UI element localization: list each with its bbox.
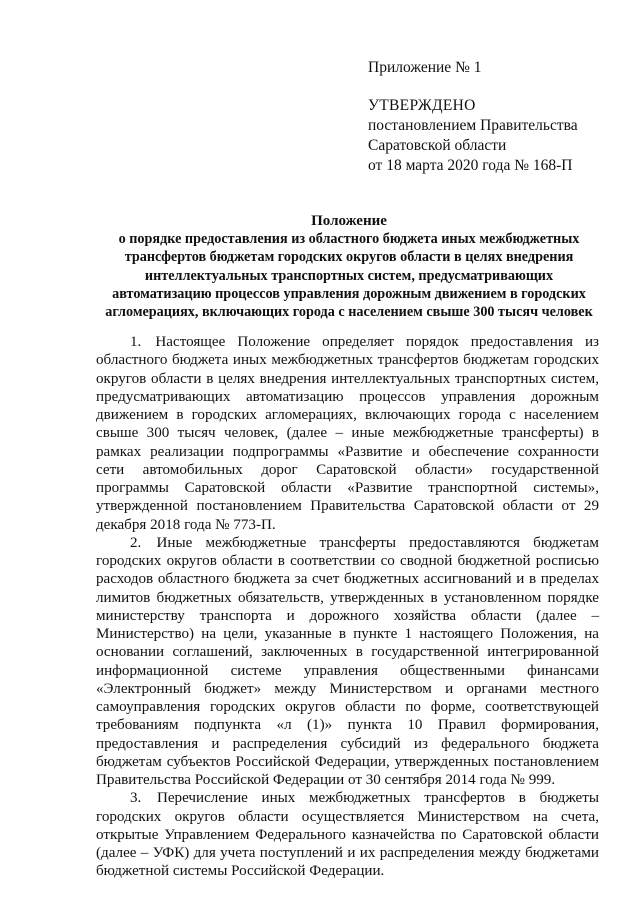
document-title bbox=[96, 212, 602, 321]
paragraph-text: Настоящее Положение определяет порядок предоставления из областного бюджета иных межбюджетных трансфертов бюджетам городских округов области в целях внедрения интеллектуальных транспортных систем, предусматривающих автоматизацию процессов управления дорожным движением в городских агломерациях, включающих города с населением свыше 300 тысяч человек, (далее – иные межбюджетные трансферты) в рамках реализации подпрограммы «Развитие и обеспечение сохранности сети автомобильных дорог Саратовской области» государственной программы Саратовской области «Развитие транспортной системы», утвержденной постановлением Правительства Саратовской области от 29 декабря 2018 года № 773-П. bbox=[96, 334, 600, 533]
approved-stamp: УТВЕРЖДЕНО bbox=[368, 97, 476, 114]
approval-line-2: Саратовской области bbox=[368, 137, 507, 154]
document-body bbox=[96, 333, 599, 881]
paragraph-text: Иные межбюджетные трансферты предоставляются бюджетам городских округов области в соответствии со сводной бюджетной росписью расходов областного бюджета за счет бюджетных ассигнований и в пределах лимитов бюджетных обязательств, утвержденных в установленном порядке министерству транспорта и дорожного хозяйства области (далее – Министерство) на цели, указанные в пункте 1 настоящего Положения, на основании соглашений, заключенных в государственной интегрированной информационной системе управления общественными финансами «Электронный бюджет» между Министерством и органами местного самоуправления городских округов области по форме, соответствующей требованиям подпункта «л (1)» пункта 10 Правил формирования, предоставления и распределения субсидий из федерального бюджета бюджетам субъектов Российской Федерации, утвержденных постановлением Правительства Российской Федерации от 30 сентября 2014 года № 999. bbox=[96, 534, 599, 788]
title-line-5: агломерациях, включающих города с населением свыше 300 тысяч человек bbox=[105, 304, 593, 321]
approval-line-3: от 18 марта 2020 года № 168-П bbox=[368, 157, 573, 174]
paragraph-2 bbox=[96, 534, 599, 790]
approval-block bbox=[368, 58, 628, 176]
title-line-1: о порядке предоставления из областного бюджета иных межбюджетных bbox=[118, 231, 580, 248]
paragraph-1 bbox=[96, 333, 599, 534]
paragraph-3 bbox=[96, 789, 599, 880]
title-line-4: автоматизацию процессов управления дорожным движением в городских bbox=[112, 285, 586, 302]
paragraph-text: Перечисление иных межбюджетных трансфертов в бюджеты городских округов области осуществляется Министерством на счета, открытые Управлением Федерального казначейства по Саратовской области (далее – УФК) для учета поступлений и их распределения между бюджетами бюджетной системы Российской Федерации. bbox=[96, 790, 599, 880]
paragraph-number: 3. bbox=[130, 790, 142, 807]
title-line-2: трансфертов бюджетам городских округов области в целях внедрения bbox=[124, 249, 574, 266]
title-main: Положение bbox=[311, 213, 387, 229]
paragraph-number: 1. bbox=[130, 334, 142, 350]
appendix-label: Приложение № 1 bbox=[368, 59, 482, 76]
paragraph-number: 2. bbox=[130, 534, 142, 551]
approval-line-1: постановлением Правительства bbox=[368, 117, 578, 134]
title-line-3: интеллектуальных транспортных систем, предусматривающих bbox=[144, 267, 554, 284]
